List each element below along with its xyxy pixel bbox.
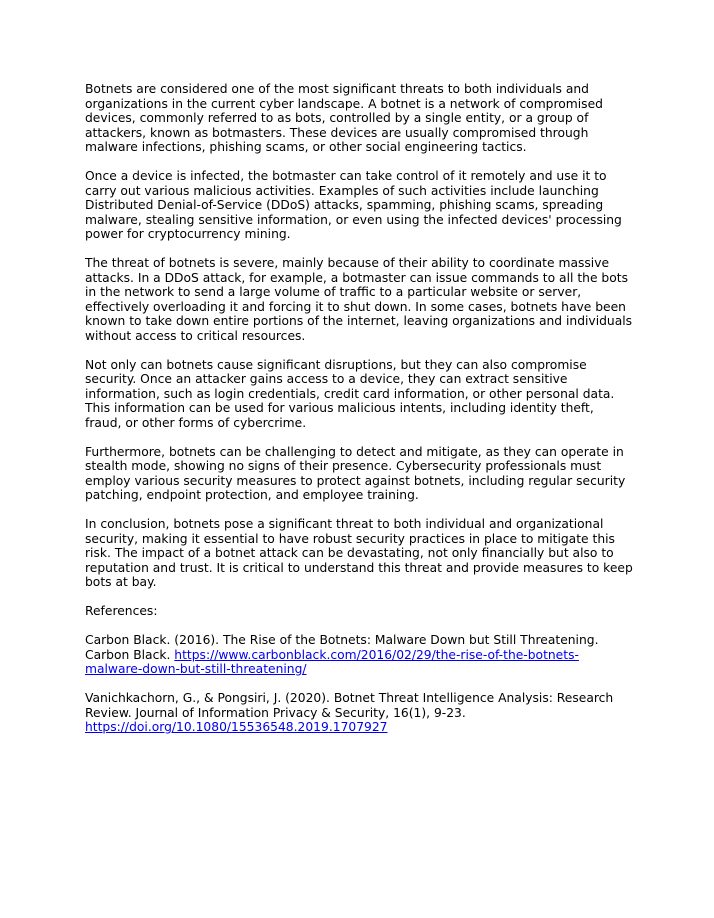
reference-link[interactable]: https://doi.org/10.1080/15536548.2019.1707927 bbox=[85, 720, 388, 734]
reference-link[interactable]: https://www.carbonblack.com/2016/02/29/the-rise-of-the-botnets- malware-down-but-still-threatening/ bbox=[85, 647, 579, 676]
body-paragraph: Once a device is infected, the botmaster can take control of it remotely and use it to carry out various malicious activities. Examples of such activities include launching Distributed Denial-of-Service (DDoS) attacks, spamming, phishing scams, spreading malware, stealing sensitive information, or even using the infected devices' processing power for cryptocurrency mining. bbox=[85, 169, 622, 241]
body-paragraph: Furthermore, botnets can be challenging to detect and mitigate, as they can operate in stealth mode, showing no signs of their presence. Cybersecurity professionals must employ various security measures to protect against botnets, including regular security patching, endpoint protection, and employee training. bbox=[85, 444, 626, 502]
reference-text: Vanichkachorn, G., & Pongsiri, J. (2020). Botnet Threat Intelligence Analysis: Research Review. Journal of Information Privacy & Security, 16(1), 9-23. bbox=[85, 691, 614, 720]
references-heading: References: bbox=[85, 604, 158, 618]
body-paragraph: Not only can botnets cause significant disruptions, but they can also compromise security. Once an attacker gains access to a device, they can extract sensitive information, such as login credentials, credit card information, or other personal data. This information can be used for various malicious intents, including identity theft, fraud, or other forms of cybercrime. bbox=[85, 357, 615, 430]
body-paragraph: Botnets are considered one of the most significant threats to both individuals and organizations in the current cyber landscape. A botnet is a network of compromised devices, commonly referred to as bots, controlled by a single entity, or a group of attackers, known as botmasters. These devices are usually compromised through malware infections, phishing scams, or other social engineering tactics. bbox=[85, 82, 603, 154]
body-paragraph: In conclusion, botnets pose a significant threat to both individual and organizational security, making it essential to have robust security practices in place to mitigate this risk. The impact of a botnet attack can be devastating, not only financially but also to reputation and trust. It is critical to understand this threat and provide measures to keep bots at bay. bbox=[85, 517, 633, 589]
reference-entry bbox=[85, 691, 641, 735]
document-page bbox=[85, 82, 641, 749]
reference-entry bbox=[85, 633, 641, 677]
body-paragraph: The threat of botnets is severe, mainly because of their ability to coordinate massive attacks. In a DDoS attack, for example, a botmaster can issue commands to all the bots in the network to send a large volume of traffic to a particular website or server, effectively overloading it and forcing it to shut down. In some cases, botnets have been known to take down entire portions of the internet, leaving organizations and individuals without access to critical resources. bbox=[85, 256, 633, 343]
reference-text: Carbon Black. (2016). The Rise of the Botnets: Malware Down but Still Threatening. Carbon Black. bbox=[85, 633, 599, 662]
